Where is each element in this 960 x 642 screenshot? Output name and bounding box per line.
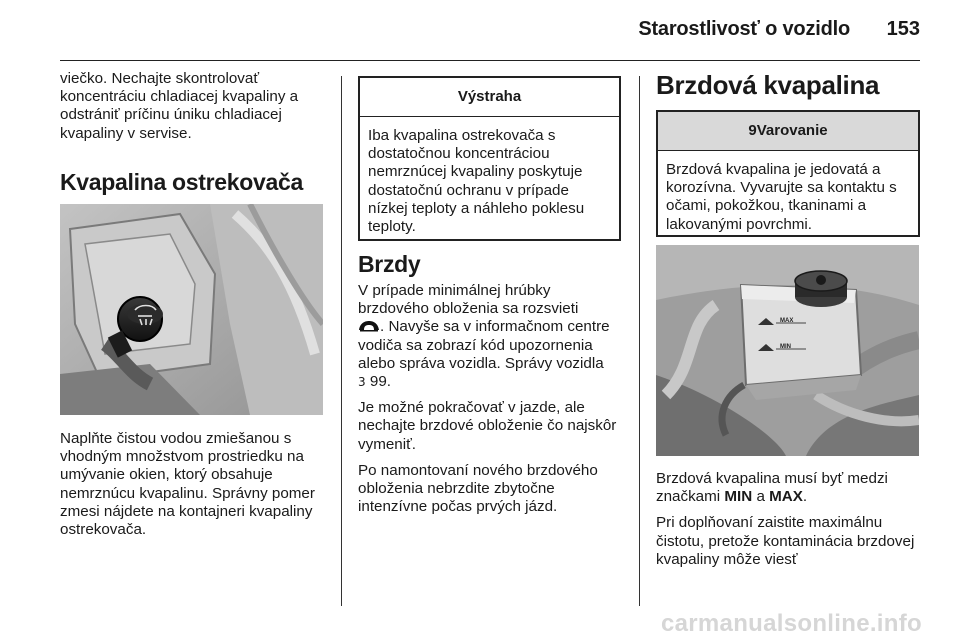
brake-fluid-p1-end: . <box>802 488 808 506</box>
brakes-paragraph-1 <box>358 282 621 391</box>
middle-column <box>358 76 621 516</box>
brake-fluid-p1-and: a <box>756 488 765 506</box>
running-header-title: Starostlivosť o vozidlo <box>638 18 850 40</box>
brakes-paragraph-3: Po namontovaní nového brzdového obloženia nebrzdite zbytočne intenzívne počas prvých jázd. <box>358 461 598 516</box>
left-column <box>60 70 328 196</box>
right-column <box>656 70 920 237</box>
washer-reservoir-photo <box>60 204 323 415</box>
brake-fluid-reservoir-photo <box>656 245 919 456</box>
right-column-lower <box>656 470 920 569</box>
brake-fluid-heading: Brzdová kvapalina <box>656 70 880 100</box>
brakes-heading: Brzdy <box>358 251 421 277</box>
warning-box-title <box>658 112 918 151</box>
caution-box-text: Iba kvapalina ostrekovača s dostatočnou koncentráciou nemrznúcej kvapaliny poskytuje dostatočnú ochranu v prípade nízkej teploty a náhleho poklesu teploty. <box>368 127 585 236</box>
reservoir-min-label: MIN <box>780 344 791 350</box>
brakes-p1-text-a: V prípade minimálnej hrúbky brzdového obloženia sa rozsvieti <box>358 282 579 318</box>
warning-title-text: Varovanie <box>756 122 828 139</box>
warning-box-text: Brzdová kvapalina je jedovatá a korozívna. Vyvarujte sa kontaktu s očami, pokožkou, tkaninami a lakovanými povrchmi. <box>666 161 897 233</box>
left-column-lower <box>60 430 328 539</box>
caution-box-title: Výstraha <box>360 78 619 117</box>
watermark: carmanualsonline.info <box>660 610 922 637</box>
min-mark-text: MIN <box>724 488 753 506</box>
washer-fluid-heading: Kvapalina ostrekovača <box>60 168 303 195</box>
brake-pad-warning-icon <box>358 320 380 332</box>
caution-box <box>358 76 621 241</box>
page-reference[interactable]: 99. <box>369 373 391 391</box>
brake-fluid-paragraph-1 <box>656 470 920 506</box>
column-divider-right <box>639 76 640 606</box>
reservoir-max-label: MAX <box>780 318 794 324</box>
washer-fluid-paragraph: Naplňte čistou vodou zmiešanou s vhodným množstvom prostriedku na umývanie okien, ktorý obsahuje nemrznúcu kvapalinu. Správny pomer zmesi nájdete na kontajneri kvapaliny ostrekovača. <box>60 430 315 539</box>
max-mark-text: MAX <box>769 488 803 506</box>
brake-fluid-p1-text: Brzdová kvapalina musí byť medzi značkami <box>656 470 888 506</box>
brakes-paragraph-2: Je možné pokračovať v jazde, ale nechajte brzdové obloženie čo najskôr vymeniť. <box>358 399 617 453</box>
left-intro-paragraph: viečko. Nechajte skontrolovať koncentráciu chladiacej kvapaliny a odstrániť príčinu úniku chladiacej kvapaliny v servise. <box>60 70 299 142</box>
page-number: 153 <box>886 18 920 40</box>
header-rule <box>60 60 920 61</box>
column-divider-left <box>341 76 342 606</box>
brake-fluid-reservoir-illustration <box>656 245 919 456</box>
page-reference-symbol: 3 <box>358 375 366 390</box>
brakes-p1-text-b: . Navyše sa v informačnom centre vodiča sa zobrazí kód upozornenia alebo správa vozidla. Správy vozidla <box>358 318 610 372</box>
warning-triangle-icon: 9 <box>748 122 757 139</box>
brake-fluid-paragraph-2: Pri doplňovaní zaistite maximálnu čistotu, pretože kontaminácia brzdovej kvapaliny môže viesť <box>656 514 915 568</box>
washer-reservoir-illustration <box>60 204 323 415</box>
warning-box <box>656 110 920 237</box>
